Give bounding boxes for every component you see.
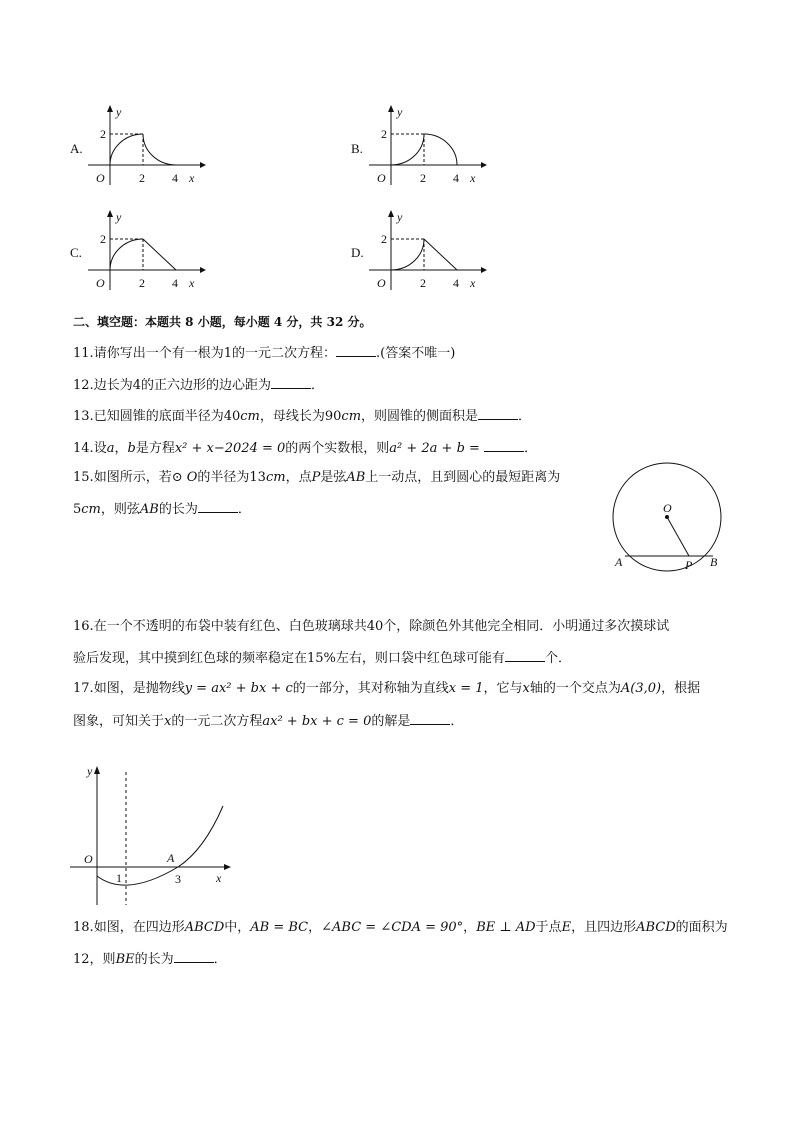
- q14-text-2: ，: [114, 441, 128, 456]
- question-15-line-2: [73, 498, 251, 520]
- q16-text-1: 在一个不透明的布袋中装有红色、白色玻璃球共: [93, 619, 367, 634]
- y-axis-label: y: [116, 210, 122, 224]
- q13-number: 13.: [73, 409, 94, 424]
- question-16-line-2: [73, 647, 571, 669]
- q18-area: 12: [73, 952, 90, 967]
- y-tick-2: 2: [381, 232, 387, 246]
- q17-text-8: 的解是: [371, 714, 411, 729]
- q18-text-3: ，: [308, 920, 322, 935]
- option-d-label: D.: [351, 245, 364, 260]
- q16-text-3: 验后发现，其中摸到红色球的频率稳定在: [73, 651, 308, 666]
- x-tick-4: 4: [453, 276, 459, 290]
- question-18-line-2: [73, 948, 227, 970]
- q16-text-2: 个，除颜色外其他完全相同．小明通过多次摸球试: [383, 619, 670, 634]
- q17-fig-3: 3: [175, 872, 181, 886]
- q11-text-2: 的一元二次方程：: [231, 346, 336, 361]
- q12-text-1: 边长为: [93, 378, 133, 393]
- question-12: [73, 374, 324, 396]
- q15-point-p: P: [311, 470, 321, 485]
- q17-equation: y = ax² + bx + c: [184, 681, 293, 696]
- origin-label: O: [377, 171, 386, 185]
- q11-number: 11.: [73, 346, 94, 361]
- q17-parabola-figure: [70, 760, 240, 910]
- question-13: [73, 405, 531, 427]
- q18-point-e: E: [561, 920, 572, 935]
- q17-text-9: ．: [450, 714, 464, 729]
- x-axis-label: x: [470, 171, 476, 185]
- q12-answer-blank[interactable]: [271, 374, 311, 389]
- q18-text-9: 的长为: [134, 952, 174, 967]
- q15-text-2: 的半径为: [197, 470, 250, 485]
- q18-answer-blank[interactable]: [174, 948, 214, 963]
- q18-text-10: ．: [213, 952, 227, 967]
- q11-answer-blank[interactable]: [336, 342, 376, 357]
- q15-circle-figure: [605, 462, 730, 577]
- q15-distance: 5: [73, 502, 82, 517]
- q15-fig-p: P: [685, 558, 693, 572]
- question-15-line-1: [73, 468, 560, 488]
- q17-text-6: 图象，可知关于: [73, 714, 165, 729]
- q15-number: 15.: [73, 470, 94, 485]
- q17-text-4: 轴的一个交点为: [529, 681, 621, 696]
- q15-text-5: 上一动点，且到圆心的最短距离为: [365, 470, 561, 485]
- q17-text-3: ，它与: [483, 681, 523, 696]
- q14-var-a: a: [106, 441, 115, 456]
- q14-text-5: ．: [524, 441, 538, 456]
- x-tick-2: 2: [420, 276, 426, 290]
- q17-fig-1: 1: [116, 871, 122, 885]
- origin-label: O: [96, 171, 105, 185]
- q14-text-3: 是方程: [135, 441, 175, 456]
- q15-radius: 13: [249, 470, 266, 485]
- q17-answer-blank[interactable]: [410, 710, 450, 725]
- q15-chord-2: AB: [139, 502, 159, 517]
- q15-text-4: 是弦: [320, 470, 347, 485]
- q15-answer-blank[interactable]: [198, 498, 238, 513]
- x-tick-4: 4: [453, 171, 459, 185]
- q13-unit-1: cm: [240, 409, 260, 424]
- q17-fig-a: A: [167, 851, 175, 865]
- q14-number: 14.: [73, 441, 94, 456]
- q18-number: 18.: [73, 920, 94, 935]
- q14-text-4: 的两个实数根，则: [285, 441, 390, 456]
- q13-text-4: ．: [518, 409, 532, 424]
- q12-text-2: 的正六边形的边心距为: [140, 378, 271, 393]
- q18-cond-2: ∠ABC = ∠CDA = 90°: [321, 920, 464, 935]
- y-tick-2: 2: [100, 127, 106, 141]
- x-tick-2: 2: [139, 276, 145, 290]
- q13-radius: 40: [223, 409, 241, 424]
- q15-text-7: 的长为: [158, 502, 198, 517]
- x-axis-label: x: [470, 276, 476, 290]
- y-axis-label: y: [116, 105, 122, 119]
- q14-answer-blank[interactable]: [484, 437, 524, 452]
- q14-var-b: b: [127, 441, 136, 456]
- question-18-line-1: [73, 918, 728, 938]
- q15-fig-b: B: [710, 555, 718, 569]
- q17-text-1: 如图，是抛物线: [93, 681, 185, 696]
- q13-text-2: ，母线长为: [259, 409, 325, 424]
- q16-answer-blank[interactable]: [505, 647, 545, 662]
- q15-text-3: ，点: [285, 470, 312, 485]
- option-c-graph[interactable]: [88, 205, 208, 295]
- q17-fig-o: O: [84, 852, 93, 866]
- option-a-label: A.: [70, 141, 83, 156]
- q18-text-1: 如图，在四边形: [93, 920, 185, 935]
- q12-value: 4: [132, 378, 141, 393]
- option-c-label: C.: [70, 245, 82, 260]
- q15-text-8: ．: [237, 502, 251, 517]
- y-axis-label: y: [397, 210, 403, 224]
- q13-answer-blank[interactable]: [478, 405, 518, 420]
- q18-text-4: ，: [463, 920, 477, 935]
- q16-text-4: 左右，则口袋中红色球可能有: [335, 651, 505, 666]
- x-tick-4: 4: [172, 171, 178, 185]
- q17-number: 17.: [73, 681, 94, 696]
- q16-total: 40: [366, 619, 384, 634]
- x-tick-2: 2: [420, 171, 426, 185]
- q11-text-1: 请你写出一个有一根为: [93, 346, 224, 361]
- y-tick-2: 2: [381, 127, 387, 141]
- q15-unit: cm: [265, 470, 286, 485]
- q16-frequency: 15%: [307, 651, 336, 666]
- q11-text-3: .(答案不唯一): [376, 346, 456, 361]
- option-b-label: B.: [351, 141, 363, 156]
- q15-text-1: 如图所示，若: [93, 470, 172, 485]
- question-11: [73, 342, 455, 364]
- option-b-graph[interactable]: [369, 100, 489, 190]
- q17-x-2: x: [164, 714, 172, 729]
- section-heading: 二、填空题：本题共 8 小题，每小题 4 分，共 32 分。: [73, 315, 372, 329]
- q18-text-6: ，且四边形: [571, 920, 637, 935]
- q17-axis: x = 1: [448, 681, 484, 696]
- q18-text-2: 中，: [224, 920, 251, 935]
- origin-label: O: [96, 276, 105, 290]
- q15-unit-2: cm: [81, 502, 101, 517]
- q13-slant: 90: [324, 409, 342, 424]
- q18-cond-3: BE ⊥ AD: [476, 920, 536, 935]
- question-16-line-1: [73, 617, 669, 637]
- y-tick-2: 2: [100, 232, 106, 246]
- q17-fig-y: y: [87, 764, 93, 778]
- q17-text-2: 的一部分，其对称轴为直线: [292, 681, 449, 696]
- q15-circle: ⊙ O: [171, 470, 198, 485]
- q14-expression: a² + 2a + b =: [389, 441, 480, 456]
- q13-text-1: 已知圆锥的底面半径为: [93, 409, 224, 424]
- q16-number: 16.: [73, 619, 94, 634]
- q18-cond-1: AB = BC: [250, 920, 309, 935]
- q17-fig-x: x: [216, 871, 222, 885]
- q15-fig-a: A: [615, 555, 623, 569]
- y-axis-label: y: [397, 105, 403, 119]
- x-axis-label: x: [189, 276, 195, 290]
- question-17-line-2: [73, 710, 463, 732]
- q14-equation: x² + x−2024 = 0: [174, 441, 286, 456]
- q15-text-6: ，则弦: [100, 502, 140, 517]
- question-14: [73, 437, 537, 459]
- q12-text-3: ．: [311, 378, 325, 393]
- q18-quad-2: ABCD: [636, 920, 676, 935]
- option-a-graph[interactable]: [88, 100, 208, 190]
- q11-value: 1: [223, 346, 232, 361]
- origin-label: O: [377, 276, 386, 290]
- q18-text-8: ，则: [89, 952, 116, 967]
- q15-chord: AB: [346, 470, 366, 485]
- q18-text-7: 的面积为: [675, 920, 728, 935]
- x-axis-label: x: [189, 171, 195, 185]
- option-d-graph[interactable]: [369, 205, 489, 295]
- q17-text-5: ，根据: [661, 681, 701, 696]
- q18-segment: BE: [115, 952, 135, 967]
- q17-x: x: [522, 681, 530, 696]
- q13-unit-2: cm: [341, 409, 362, 424]
- x-tick-4: 4: [172, 276, 178, 290]
- q18-text-5: 于点: [535, 920, 562, 935]
- q18-quad: ABCD: [184, 920, 225, 935]
- q17-point-a: A(3,0): [620, 681, 662, 696]
- q12-number: 12.: [73, 378, 94, 393]
- q17-text-7: 的一元二次方程: [171, 714, 263, 729]
- x-tick-2: 2: [139, 171, 145, 185]
- q16-text-5: 个．: [544, 651, 571, 666]
- q14-text-1: 设: [93, 441, 107, 456]
- q13-text-3: ，则圆锥的侧面积是: [361, 409, 479, 424]
- q17-equation-2: ax² + bx + c = 0: [262, 714, 372, 729]
- q15-fig-o: O: [663, 501, 672, 515]
- question-17-line-1: [73, 679, 700, 699]
